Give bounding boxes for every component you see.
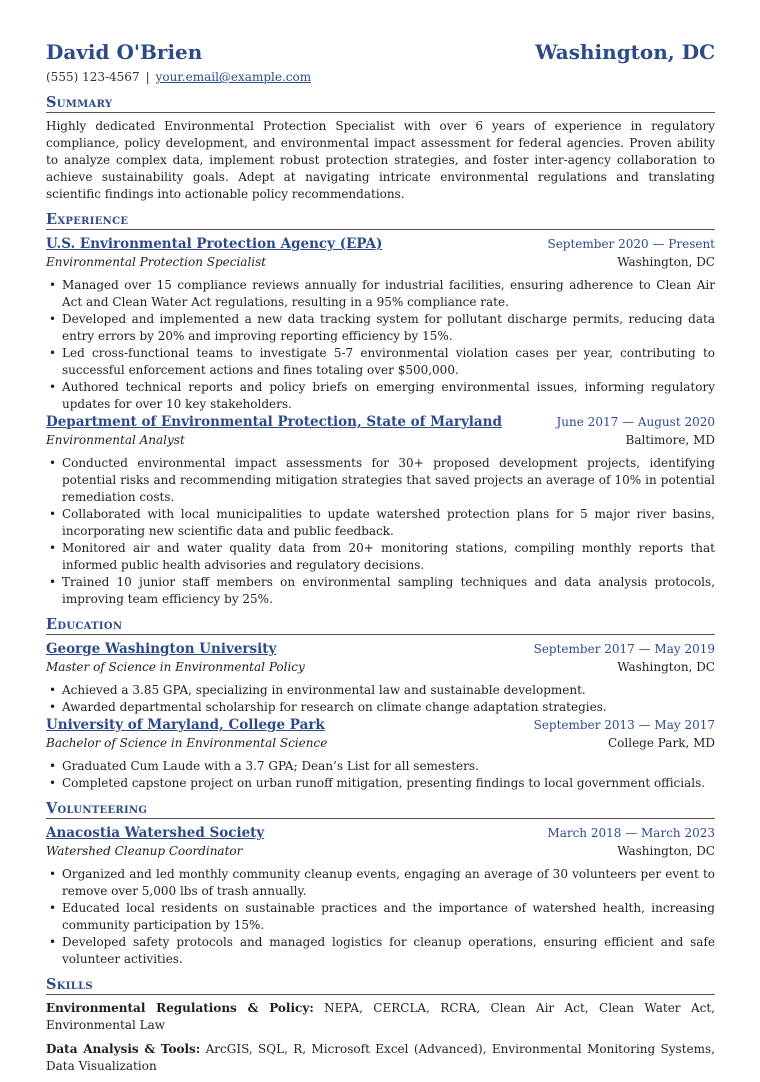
bullet-item: • Developed safety protocols and managed logistics for cleanup operations, ensuring efficient and safe volunteer activities. [46,934,715,968]
education-entry [46,640,715,716]
study-dates: September 2017 — May 2019 [533,642,715,656]
employment-dates: June 2017 — August 2020 [556,415,715,429]
bullet-item: • Organized and led monthly community cleanup events, engaging an average of 30 volunteers per event to remove over 5,000 lbs of trash annually. [46,866,715,900]
study-dates: September 2013 — May 2017 [533,718,715,732]
job-title: Environmental Protection Specialist [46,255,267,269]
skill-line [46,1041,715,1075]
employment-dates: September 2020 — Present [547,237,715,251]
job-title: Environmental Analyst [46,433,185,447]
employer-name[interactable]: Department of Environmental Protection, State of Maryland [46,414,502,430]
skill-values: NEPA, CERCLA, RCRA, Clean Air Act, Clean Water Act, Environmental Law [46,1001,715,1032]
volunteer-location: Washington, DC [617,844,715,858]
section-title-summary: Summary [46,94,715,113]
resume-page [46,38,715,1082]
bullet-list [46,455,715,608]
skill-category: Environmental Regulations & Policy: [46,1001,314,1015]
bullet-item: • Developed and implemented a new data tracking system for pollutant discharge permits, reducing data entry errors by 20% and improving reporting efficiency by 15%. [46,311,715,345]
employer-name[interactable]: U.S. Environmental Protection Agency (EPA) [46,236,383,252]
phone-number: (555) 123-4567 [46,70,140,84]
education-entry [46,716,715,792]
section-title-volunteering: Volunteering [46,800,715,819]
bullet-item: • Monitored air and water quality data from 20+ monitoring stations, compiling monthly reports that informed public health advisories and regulatory decisions. [46,540,715,574]
skill-line [46,1000,715,1034]
job-location: Baltimore, MD [625,433,715,447]
contact-line [46,69,715,86]
candidate-name: David O'Brien [46,40,203,64]
section-title-experience: Experience [46,211,715,230]
volunteer-role: Watershed Cleanup Coordinator [46,844,243,858]
bullet-item: • Awarded departmental scholarship for research on climate change adaptation strategies. [46,699,715,716]
skill-category: Data Analysis & Tools: [46,1042,201,1056]
bullet-item: • Managed over 15 compliance reviews annually for industrial facilities, ensuring adherence to Clean Air Act and Clean Water Act regulations, resulting in a 95% compliance rate. [46,277,715,311]
school-name[interactable]: George Washington University [46,641,277,657]
bullet-item: • Authored technical reports and policy briefs on emerging environmental issues, informing regulatory updates for over 10 key stakeholders. [46,379,715,413]
bullet-list [46,866,715,968]
school-name[interactable]: University of Maryland, College Park [46,717,325,733]
section-title-skills: Skills [46,976,715,995]
bullet-item: • Achieved a 3.85 GPA, specializing in environmental law and sustainable development. [46,682,715,699]
bullet-item: • Graduated Cum Laude with a 3.7 GPA; Dean’s List for all semesters. [46,758,715,775]
bullet-item: • Trained 10 junior staff members on environmental sampling techniques and data analysis protocols, improving team efficiency by 25%. [46,574,715,608]
skill-values: ArcGIS, SQL, R, Microsoft Excel (Advanced), Environmental Monitoring Systems, Data Visualization [46,1042,715,1073]
contact-separator: | [145,70,150,84]
bullet-list [46,277,715,413]
bullet-item: • Conducted environmental impact assessments for 30+ proposed development projects, identifying potential risks and recommending mitigation strategies that saved projects an average of 10% in potential remediation costs. [46,455,715,506]
bullet-list [46,758,715,792]
section-title-education: Education [46,616,715,635]
school-location: Washington, DC [617,660,715,674]
degree-name: Master of Science in Environmental Policy [46,660,305,674]
volunteering-entry [46,824,715,968]
bullet-item: • Led cross-functional teams to investigate 5-7 environmental violation cases per year, contributing to successful enforcement actions and fines totaling over $500,000. [46,345,715,379]
school-location: College Park, MD [607,736,715,750]
bullet-list [46,682,715,716]
candidate-location: Washington, DC [535,40,715,64]
degree-name: Bachelor of Science in Environmental Science [46,736,328,750]
volunteer-dates: March 2018 — March 2023 [547,826,715,840]
resume-header [46,38,715,66]
experience-entry [46,413,715,608]
experience-entry [46,235,715,413]
bullet-item: • Completed capstone project on urban runoff mitigation, presenting findings to local government officials. [46,775,715,792]
bullet-item: • Collaborated with local municipalities to update watershed protection plans for 5 major river basins, incorporating new scientific data and public feedback. [46,506,715,540]
job-location: Washington, DC [617,255,715,269]
summary-text: Highly dedicated Environmental Protection Specialist with over 6 years of experience in regulatory compliance, policy development, and environmental impact assessment for federal agencies. Proven ability to analyze complex data, implement robust protection strategies, and foster inter-agency collaboration to achieve sustainability goals. Adept at navigating intricate environmental regulations and translating scientific findings into actionable policy recommendations. [46,119,715,201]
organization-name[interactable]: Anacostia Watershed Society [46,825,265,841]
email-link[interactable]: your.email@example.com [155,70,312,84]
bullet-item: • Educated local residents on sustainable practices and the importance of watershed health, increasing community participation by 15%. [46,900,715,934]
